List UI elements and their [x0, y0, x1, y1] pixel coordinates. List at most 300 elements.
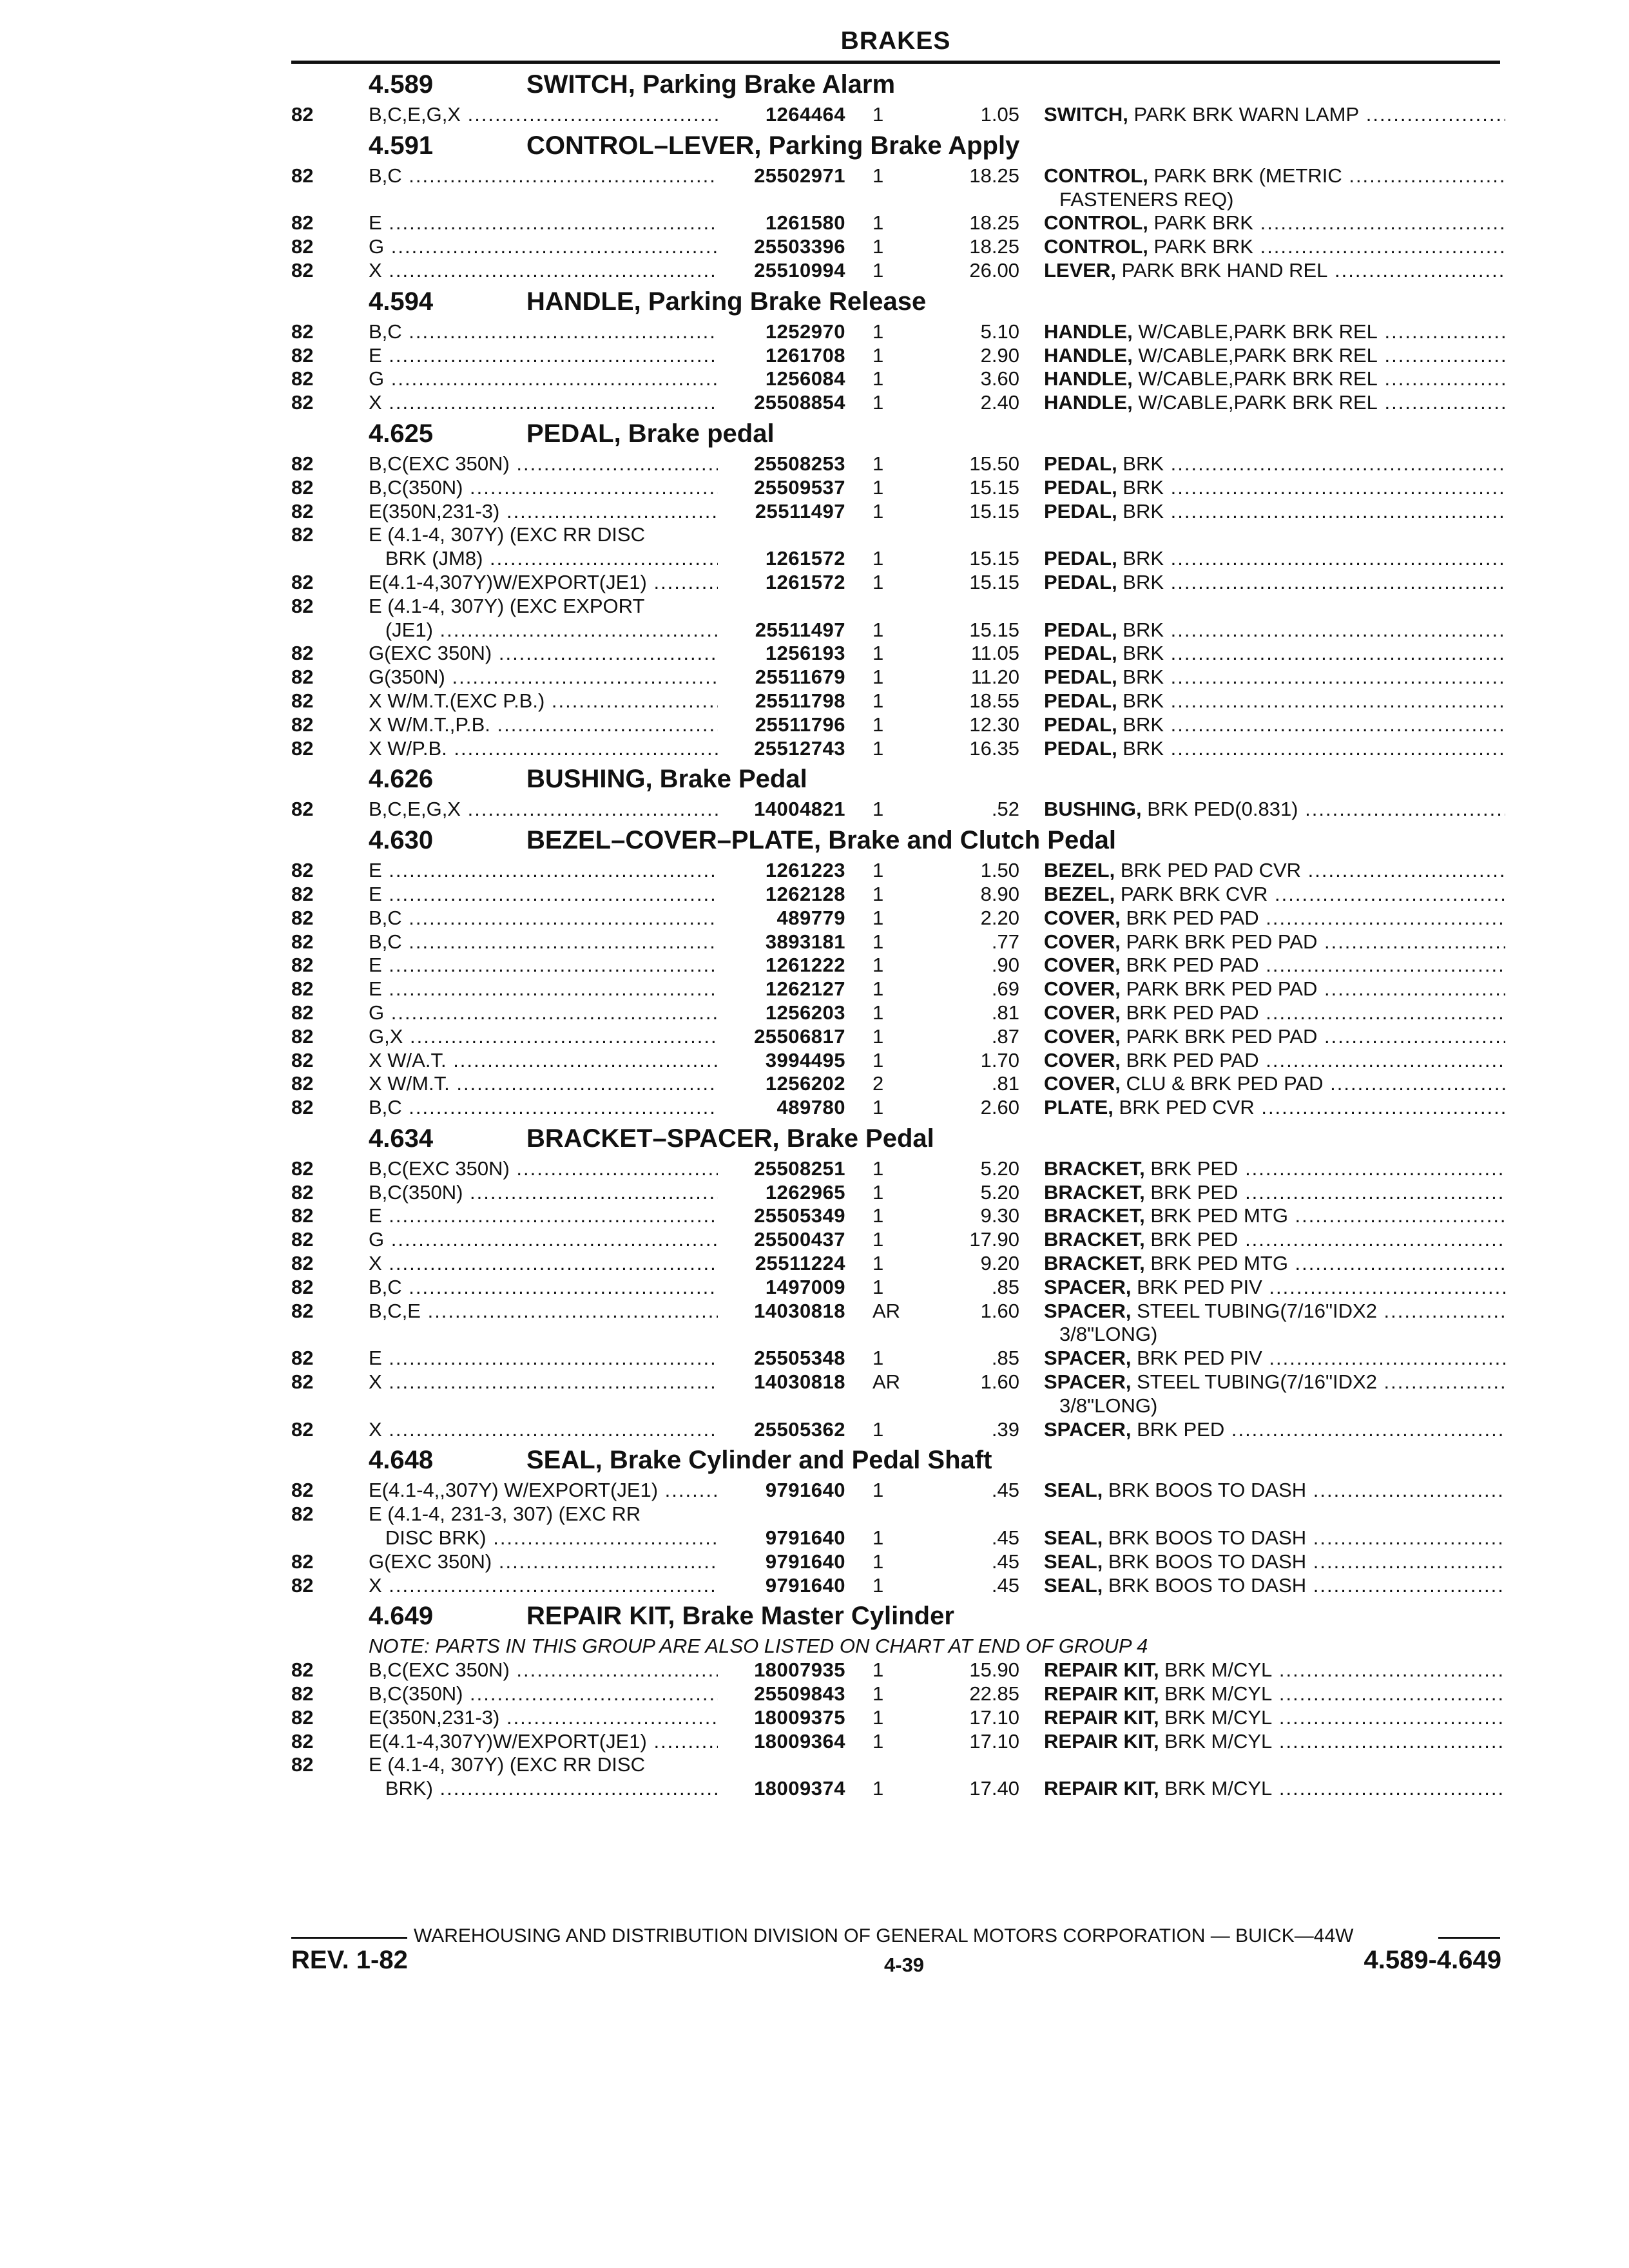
- model-year: 82: [291, 930, 314, 953]
- part-row: [0, 391, 1629, 415]
- part-row: [0, 713, 1629, 737]
- part-row: [0, 547, 1629, 571]
- model-year: 82: [291, 906, 314, 929]
- model-year: 82: [291, 343, 314, 367]
- application: E .....: [369, 883, 718, 907]
- application: G .....: [369, 1228, 718, 1252]
- description: [1044, 883, 1505, 907]
- footer-page-number: 4-39: [884, 1954, 925, 1976]
- description-text: BRK M/CYL: [1159, 1729, 1273, 1753]
- price: .39: [991, 1418, 1019, 1441]
- description-noun: COVER,: [1044, 977, 1121, 1001]
- description-noun: PEDAL,: [1044, 689, 1117, 712]
- model-year: 82: [291, 954, 314, 977]
- quantity: 1: [872, 1777, 884, 1800]
- description: [1044, 391, 1505, 415]
- quantity: 1: [872, 1658, 884, 1682]
- description: [1044, 547, 1505, 571]
- part-number: 25511796: [755, 713, 845, 736]
- part-row: [0, 883, 1629, 907]
- part-number: 3994495: [765, 1048, 845, 1072]
- part-number: 25510994: [754, 258, 845, 282]
- part-number: 9791640: [765, 1573, 845, 1597]
- description: [1044, 977, 1505, 1001]
- quantity: AR: [872, 1370, 901, 1394]
- description-text: BRK M/CYL: [1159, 1777, 1273, 1800]
- model-year: 82: [291, 1347, 314, 1370]
- quantity: 1: [872, 164, 884, 187]
- application: E (4.1-4, 307Y) (EXC RR DISC: [369, 523, 645, 546]
- description: [1044, 1682, 1505, 1706]
- model-year: 82: [291, 1096, 314, 1119]
- description-noun: BEZEL,: [1044, 882, 1115, 905]
- description-text: PARK BRK PED PAD: [1120, 930, 1318, 953]
- quantity: 1: [872, 906, 884, 929]
- description-noun: SEAL,: [1044, 1550, 1103, 1573]
- description-noun: HANDLE,: [1044, 367, 1133, 390]
- price: 5.20: [980, 1180, 1019, 1204]
- model-year: 82: [291, 1550, 314, 1573]
- description-noun: HANDLE,: [1044, 343, 1133, 367]
- part-number: 1262965: [765, 1180, 845, 1204]
- part-number: 1252970: [765, 320, 845, 343]
- group-name: CONTROL–LEVER, Parking Brake Apply: [526, 131, 1020, 160]
- part-row: [0, 977, 1629, 1001]
- part-row: [0, 1777, 1629, 1801]
- description-text: PARK BRK PED PAD: [1120, 977, 1318, 1001]
- part-row: [0, 188, 1629, 212]
- description-noun: SPACER,: [1044, 1347, 1132, 1370]
- description-text: W/CABLE,PARK BRK REL: [1132, 320, 1378, 343]
- model-year: 82: [291, 1658, 314, 1682]
- description-text: BRK PED PAD: [1120, 1001, 1259, 1024]
- model-year: 82: [291, 570, 314, 593]
- description: [1044, 907, 1505, 930]
- description-text: PARK BRK PED PAD: [1120, 1024, 1318, 1048]
- part-row: [0, 930, 1629, 954]
- part-row: [0, 1228, 1629, 1252]
- description: [1044, 211, 1505, 235]
- application: (JE1) .....: [369, 619, 718, 642]
- part-number: 1261708: [765, 343, 845, 367]
- model-year: 82: [291, 1001, 314, 1024]
- model-year: 82: [291, 1024, 314, 1048]
- application: G .....: [369, 235, 718, 259]
- model-year: 82: [291, 594, 314, 617]
- model-year: 82: [291, 1180, 314, 1204]
- part-row: [0, 907, 1629, 930]
- description: [1044, 1025, 1505, 1049]
- description-noun: REPAIR KIT,: [1044, 1777, 1159, 1800]
- description: [1044, 798, 1505, 822]
- price: 1.50: [980, 859, 1019, 882]
- quantity: 1: [872, 798, 884, 821]
- model-year: 82: [291, 1072, 314, 1095]
- model-year: 82: [291, 367, 314, 390]
- application: E .....: [369, 859, 718, 883]
- price: 15.15: [969, 547, 1019, 570]
- description: [1044, 642, 1505, 666]
- application: E(4.1-4,,307Y) W/EXPORT(JE1) .....: [369, 1479, 718, 1503]
- part-row: [0, 689, 1629, 713]
- description-noun: LEVER,: [1044, 258, 1116, 282]
- application: E (4.1-4, 307Y) (EXC RR DISC: [369, 1753, 645, 1776]
- application: E (4.1-4, 307Y) (EXC EXPORT: [369, 594, 645, 617]
- description-noun: SEAL,: [1044, 1479, 1103, 1502]
- part-number: 25509537: [754, 476, 845, 499]
- description-noun: BRACKET,: [1044, 1228, 1145, 1251]
- price: 5.20: [980, 1157, 1019, 1180]
- description-text: BRK BOOS TO DASH: [1103, 1526, 1307, 1550]
- description: [1044, 344, 1505, 368]
- description-noun: PEDAL,: [1044, 736, 1117, 760]
- part-row: [0, 798, 1629, 822]
- model-year: 82: [291, 1503, 314, 1526]
- model-year: 82: [291, 1299, 314, 1322]
- part-number: 25509843: [754, 1682, 845, 1706]
- price: 18.25: [969, 164, 1019, 187]
- part-number: 1256193: [765, 642, 845, 665]
- description: [1044, 1157, 1505, 1181]
- description: [1044, 1479, 1505, 1503]
- footer-division: WAREHOUSING AND DISTRIBUTION DIVISION OF GENERAL MOTORS CORPORATION — BUICK—44W: [414, 1925, 1354, 1946]
- quantity: 1: [872, 1479, 884, 1502]
- application: B,C(350N) .....: [369, 476, 718, 500]
- description-text: W/CABLE,PARK BRK REL: [1132, 391, 1378, 414]
- description-text: BRK PED(0.831): [1141, 798, 1298, 821]
- quantity: 1: [872, 1347, 884, 1370]
- description: [1044, 619, 1505, 642]
- part-row: [0, 954, 1629, 977]
- model-year: 82: [291, 977, 314, 1001]
- group-name: SEAL, Brake Cylinder and Pedal Shaft: [526, 1446, 992, 1475]
- description: [1044, 930, 1505, 954]
- quantity: 1: [872, 211, 884, 235]
- description-text: BRK: [1117, 547, 1164, 570]
- application: E(350N,231-3) .....: [369, 1706, 718, 1730]
- description-noun: SPACER,: [1044, 1275, 1132, 1298]
- description-noun: SPACER,: [1044, 1299, 1132, 1322]
- part-number: 1262127: [765, 977, 845, 1001]
- application: X W/P.B. .....: [369, 737, 718, 761]
- model-year: 82: [291, 1204, 314, 1227]
- part-row: [0, 1049, 1629, 1073]
- description-noun: PEDAL,: [1044, 642, 1117, 665]
- quantity: 1: [872, 882, 884, 905]
- model-year: 82: [291, 1729, 314, 1753]
- description-text: BRK PED: [1144, 1228, 1239, 1251]
- part-row: [0, 1526, 1629, 1550]
- price: 1.70: [980, 1048, 1019, 1072]
- description-noun: COVER,: [1044, 1048, 1121, 1072]
- quantity: 1: [872, 1418, 884, 1441]
- part-row: [0, 1753, 1629, 1777]
- model-year: 82: [291, 523, 314, 546]
- description: [1044, 259, 1505, 283]
- model-year: 82: [291, 258, 314, 282]
- quantity: 1: [872, 1204, 884, 1227]
- price: 15.90: [969, 1658, 1019, 1682]
- part-number: 25508854: [754, 391, 845, 414]
- part-number: 25505349: [754, 1204, 845, 1227]
- description-noun: CONTROL,: [1044, 164, 1148, 187]
- description-text: PARK BRK HAND REL: [1115, 258, 1328, 282]
- model-year: 82: [291, 1753, 314, 1776]
- price: 15.15: [969, 499, 1019, 523]
- application: B,C(EXC 350N) .....: [369, 1157, 718, 1181]
- quantity: 1: [872, 570, 884, 593]
- description: [1044, 1072, 1505, 1096]
- price: .45: [991, 1479, 1019, 1502]
- part-number: 1261572: [765, 547, 845, 570]
- description-text: BRK: [1117, 642, 1164, 665]
- model-year: 82: [291, 235, 314, 258]
- description-text: PARK BRK CVR: [1115, 882, 1268, 905]
- part-number: 1261223: [765, 859, 845, 882]
- quantity: 1: [872, 1228, 884, 1251]
- quantity: 1: [872, 1001, 884, 1024]
- part-row: [0, 1252, 1629, 1276]
- price: 15.15: [969, 570, 1019, 593]
- description: [1044, 452, 1505, 476]
- part-row: [0, 642, 1629, 666]
- part-row: [0, 523, 1629, 547]
- model-year: 82: [291, 1370, 314, 1394]
- description-noun: HANDLE,: [1044, 391, 1133, 414]
- group-number: 4.625: [369, 419, 434, 448]
- group-name: BEZEL–COVER–PLATE, Brake and Clutch Pedal: [526, 826, 1117, 855]
- quantity: 1: [872, 1157, 884, 1180]
- application: G .....: [369, 367, 718, 391]
- model-year: 82: [291, 499, 314, 523]
- model-year: 82: [291, 859, 314, 882]
- part-row: [0, 595, 1629, 619]
- description-text: BRK BOOS TO DASH: [1103, 1573, 1307, 1597]
- group-number: 4.591: [369, 131, 434, 160]
- price: 1.60: [980, 1370, 1019, 1394]
- description-text: BRK: [1117, 713, 1164, 736]
- group-name: SWITCH, Parking Brake Alarm: [526, 70, 896, 99]
- description: [1044, 1300, 1505, 1323]
- description-noun: BUSHING,: [1044, 798, 1142, 821]
- quantity: 1: [872, 391, 884, 414]
- group-heading: [0, 760, 1629, 798]
- description-text: BRK BOOS TO DASH: [1103, 1550, 1307, 1573]
- description-text: BRK BOOS TO DASH: [1103, 1479, 1307, 1502]
- quantity: 1: [872, 930, 884, 953]
- quantity: 1: [872, 1048, 884, 1072]
- part-row: [0, 571, 1629, 595]
- quantity: AR: [872, 1299, 901, 1322]
- description: [1044, 1394, 1521, 1418]
- part-number: 25511224: [755, 1252, 845, 1275]
- price: 1.60: [980, 1299, 1019, 1322]
- application: E .....: [369, 954, 718, 977]
- price: 15.15: [969, 618, 1019, 641]
- description-noun: REPAIR KIT,: [1044, 1658, 1159, 1682]
- price: 8.90: [980, 882, 1019, 905]
- application: X W/M.T.,P.B. .....: [369, 713, 718, 737]
- part-row: [0, 1300, 1629, 1323]
- part-number: 1264464: [765, 103, 845, 126]
- application: B,C(EXC 350N) .....: [369, 1658, 718, 1682]
- quantity: 1: [872, 1682, 884, 1706]
- price: 2.60: [980, 1096, 1019, 1119]
- description-text: BRK M/CYL: [1159, 1706, 1273, 1729]
- description: [1044, 500, 1505, 524]
- description-noun: REPAIR KIT,: [1044, 1729, 1159, 1753]
- quantity: 1: [872, 1180, 884, 1204]
- description-text: BRK PED PAD: [1120, 906, 1259, 929]
- description: [1044, 1228, 1505, 1252]
- application: X .....: [369, 1418, 718, 1442]
- part-row: [0, 476, 1629, 500]
- quantity: 2: [872, 1072, 884, 1095]
- description-noun: BRACKET,: [1044, 1180, 1145, 1204]
- group-number: 4.630: [369, 826, 434, 855]
- model-year: 82: [291, 736, 314, 760]
- price: 15.50: [969, 452, 1019, 475]
- part-number: 14030818: [754, 1370, 845, 1394]
- part-number: 1497009: [765, 1275, 845, 1298]
- header-rule: [291, 61, 1500, 64]
- part-row: [0, 1025, 1629, 1049]
- application: X .....: [369, 1574, 718, 1598]
- description-noun: COVER,: [1044, 954, 1121, 977]
- part-number: 25505362: [754, 1418, 845, 1441]
- group-heading: [0, 1120, 1629, 1157]
- application: B,C(350N) .....: [369, 1181, 718, 1205]
- description: [1044, 1777, 1505, 1801]
- application: X .....: [369, 1370, 718, 1394]
- price: .81: [991, 1072, 1019, 1095]
- application: X .....: [369, 1252, 718, 1276]
- quantity: 1: [872, 235, 884, 258]
- description: [1044, 1276, 1505, 1300]
- description-noun: COVER,: [1044, 1001, 1121, 1024]
- description-noun: PEDAL,: [1044, 618, 1117, 641]
- part-row: [0, 1072, 1629, 1096]
- quantity: 1: [872, 1706, 884, 1729]
- quantity: 1: [872, 1573, 884, 1597]
- model-year: 82: [291, 1228, 314, 1251]
- description-text: 3/8"LONG): [1059, 1394, 1158, 1417]
- description: [1044, 320, 1505, 344]
- footer-rule-right: [1438, 1937, 1500, 1939]
- part-row: [0, 367, 1629, 391]
- description: [1044, 1706, 1505, 1730]
- description-text: FASTENERS REQ): [1059, 187, 1234, 211]
- quantity: 1: [872, 954, 884, 977]
- description: [1044, 1181, 1505, 1205]
- description-text: BRK PED MTG: [1144, 1252, 1288, 1275]
- group-heading: [0, 415, 1629, 452]
- part-row: [0, 1096, 1629, 1120]
- part-row: [0, 1323, 1629, 1347]
- model-year: 82: [291, 1252, 314, 1275]
- part-row: [0, 1157, 1629, 1181]
- description: [1044, 1347, 1505, 1370]
- description: [1044, 1526, 1505, 1550]
- application: X W/M.T. .....: [369, 1072, 718, 1096]
- application: E .....: [369, 1347, 718, 1370]
- group-number: 4.649: [369, 1602, 434, 1631]
- description: [1044, 1049, 1505, 1073]
- quantity: 1: [872, 258, 884, 282]
- quantity: 1: [872, 713, 884, 736]
- description-text: BRK PED PIV: [1131, 1347, 1262, 1370]
- part-row: [0, 103, 1629, 127]
- group-note: NOTE: PARTS IN THIS GROUP ARE ALSO LISTED ON CHART AT END OF GROUP 4: [369, 1635, 1148, 1658]
- quantity: 1: [872, 1729, 884, 1753]
- description: [1044, 1323, 1521, 1347]
- quantity: 1: [872, 343, 884, 367]
- part-number: 25503396: [754, 235, 845, 258]
- price: .77: [991, 930, 1019, 953]
- part-number: 25512743: [754, 736, 845, 760]
- part-row: [0, 344, 1629, 368]
- model-year: 82: [291, 1275, 314, 1298]
- part-row: [0, 320, 1629, 344]
- quantity: 1: [872, 736, 884, 760]
- part-number: 489780: [776, 1096, 845, 1119]
- description-text: BRK PED: [1144, 1157, 1239, 1180]
- group-heading: [0, 1441, 1629, 1479]
- description: [1044, 1252, 1505, 1276]
- description: [1044, 476, 1505, 500]
- price: 3.60: [980, 367, 1019, 390]
- part-number: 489779: [776, 906, 845, 929]
- quantity: 1: [872, 1550, 884, 1573]
- description-text: W/CABLE,PARK BRK REL: [1132, 367, 1378, 390]
- model-year: 82: [291, 666, 314, 689]
- quantity: 1: [872, 666, 884, 689]
- description-noun: BRACKET,: [1044, 1157, 1145, 1180]
- part-row: [0, 737, 1629, 761]
- part-number: 1261580: [765, 211, 845, 235]
- quantity: 1: [872, 859, 884, 882]
- model-year: 82: [291, 1706, 314, 1729]
- quantity: 1: [872, 452, 884, 475]
- description-text: BRK: [1117, 689, 1164, 712]
- group-name: REPAIR KIT, Brake Master Cylinder: [526, 1602, 954, 1631]
- part-number: 25511798: [755, 689, 845, 712]
- part-row: [0, 666, 1629, 689]
- quantity: 1: [872, 103, 884, 126]
- part-row: [0, 1503, 1629, 1526]
- part-row: [0, 1347, 1629, 1370]
- description-noun: PEDAL,: [1044, 666, 1117, 689]
- model-year: 82: [291, 211, 314, 235]
- description-text: BRK: [1117, 570, 1164, 593]
- footer-group-range: 4.589-4.649: [1364, 1946, 1501, 1974]
- description-noun: REPAIR KIT,: [1044, 1682, 1159, 1706]
- quantity: 1: [872, 320, 884, 343]
- quantity: 1: [872, 1275, 884, 1298]
- price: 22.85: [969, 1682, 1019, 1706]
- part-number: 18009375: [754, 1706, 845, 1729]
- application: G .....: [369, 1001, 718, 1025]
- description-text: W/CABLE,PARK BRK REL: [1132, 343, 1378, 367]
- application: B,C .....: [369, 320, 718, 344]
- part-row: [0, 1682, 1629, 1706]
- model-year: 82: [291, 713, 314, 736]
- application: B,C .....: [369, 1276, 718, 1300]
- footer-rule-left: [291, 1937, 407, 1939]
- description: [1044, 235, 1505, 259]
- price: .81: [991, 1001, 1019, 1024]
- model-year: 82: [291, 164, 314, 187]
